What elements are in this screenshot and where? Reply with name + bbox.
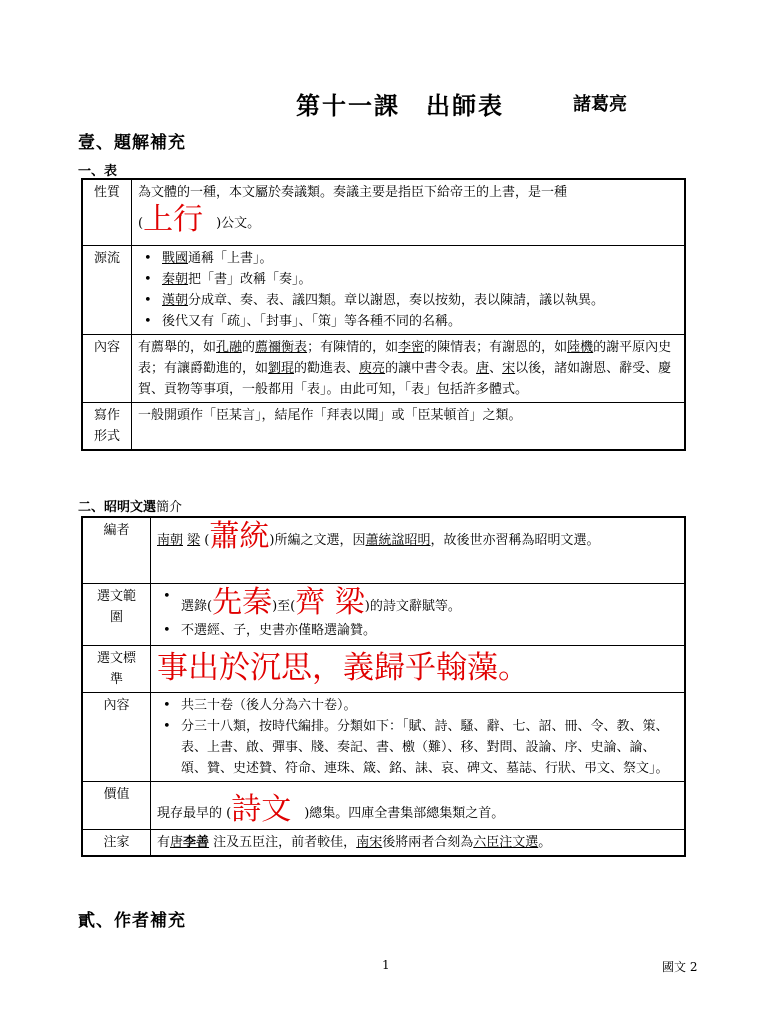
lesson-title: 第十一課 出師表 [296, 91, 504, 120]
row-content [132, 179, 686, 245]
list-item: • 共三十卷（後人分為六十卷）。 [157, 695, 678, 716]
table-row [82, 583, 685, 645]
row-label: 寫作 形式 [82, 402, 132, 450]
row-content: 南朝 梁 (蕭統)所編之文選，因蕭統諡昭明，故後世亦習稱為昭明文選。 [151, 517, 686, 583]
table-row [82, 781, 685, 829]
row-label: 價值 [82, 781, 151, 829]
answer-fill: 上行 [143, 202, 204, 237]
row-content [151, 645, 686, 692]
section-heading-explanation: 壹、題解補充 [78, 133, 186, 153]
row-label: 內容 [82, 334, 132, 402]
list-item: • 不選經、子，史書亦僅略選論贊。 [157, 620, 678, 641]
text: 為文體的一種，本文屬於奏議類。奏議主要是指臣下給帝王的上書，是一種 [138, 185, 568, 200]
row-label: 選文標 準 [82, 645, 151, 692]
subsection-heading-wenxuan: 二、昭明文選簡介 [78, 500, 183, 515]
list-item: • 分三十八類，按時代編排。分類如下：「賦、詩、騷、辭、七、詔、冊、令、教、策、表、上書、啟、彈事、牋、奏記、書、檄（難）、移、對問、設論、序、史論、論、頌、贊、史述贊、符命、連珠、箴、銘、誄、哀、碑文、墓誌、行狀、弔文、祭文」。 [157, 716, 678, 779]
subsection-heading-biao: 一、表 [78, 164, 118, 179]
answer-fill: 先秦 [212, 584, 273, 620]
list-item: • 後代又有「疏」、「封事」、「策」等各種不同的名稱。 [138, 311, 678, 332]
list-item: • 漢朝分成章、奏、表、議四類。章以謝恩，奏以按劾，表以陳請，議以執異。 [138, 290, 678, 311]
section-heading-author: 貳、作者補充 [78, 911, 186, 931]
list-item: • 戰國通稱「上書」。 [138, 248, 678, 269]
row-label: 注家 [82, 829, 151, 856]
list-item: • 秦朝把「書」改稱「奏」。 [138, 269, 678, 290]
subject-label: 國文 2 [662, 960, 698, 974]
row-label: 性質 [82, 179, 132, 245]
table-row [82, 692, 685, 781]
page-number: 1 [382, 958, 390, 972]
row-content [132, 245, 686, 334]
row-content: 一般開頭作「臣某言」，結尾作「拜表以聞」或「臣某頓首」之類。 [132, 402, 686, 450]
row-label: 源流 [82, 245, 132, 334]
text: ( [138, 216, 144, 231]
table-row [82, 402, 685, 450]
table-row [82, 334, 685, 402]
biao-table [81, 178, 686, 451]
answer-fill: 蕭統 [209, 519, 270, 554]
row-label: 選文範 圍 [82, 583, 151, 645]
row-content: 現存最早的 (詩文 )總集。四庫全書集部總集類之首。 [151, 781, 686, 829]
text [203, 216, 216, 231]
table-row [82, 517, 685, 583]
table-row [82, 179, 685, 245]
wenxuan-table [81, 516, 686, 857]
row-content: 有薦舉的，如孔融的薦禰衡表；有陳情的，如李密的陳情表；有謝恩的，如陸機的謝平原內史表；有讓爵勸進的，如劉琨的勸進表、庾亮的讓中書令表。唐、宋以後，諸如謝恩、辭受、慶賀、貢物等事項，一般都用「表」。由此可知，「表」包括許多體式。 [132, 334, 686, 402]
table-row [82, 645, 685, 692]
document-title [0, 86, 768, 118]
text: )公文。 [216, 216, 261, 231]
author-name: 諸葛亮 [573, 94, 627, 115]
row-content [151, 583, 686, 645]
answer-fill: 齊 梁 [295, 584, 365, 620]
answer-fill: 詩文 [231, 791, 292, 827]
row-content: 有唐李善 注及五臣注，前者較佳，南宋後將兩者合刻為六臣注文選。 [151, 829, 686, 856]
row-content [151, 692, 686, 781]
row-label: 編者 [82, 517, 151, 583]
table-row [82, 829, 685, 856]
table-row [82, 245, 685, 334]
row-label: 內容 [82, 692, 151, 781]
list-item: • 選錄(先秦)至(齊 梁)的詩文辭賦等。 [157, 586, 678, 620]
text [291, 806, 304, 821]
answer-fill: 事出於沉思，義歸乎翰藻。 [157, 649, 529, 686]
